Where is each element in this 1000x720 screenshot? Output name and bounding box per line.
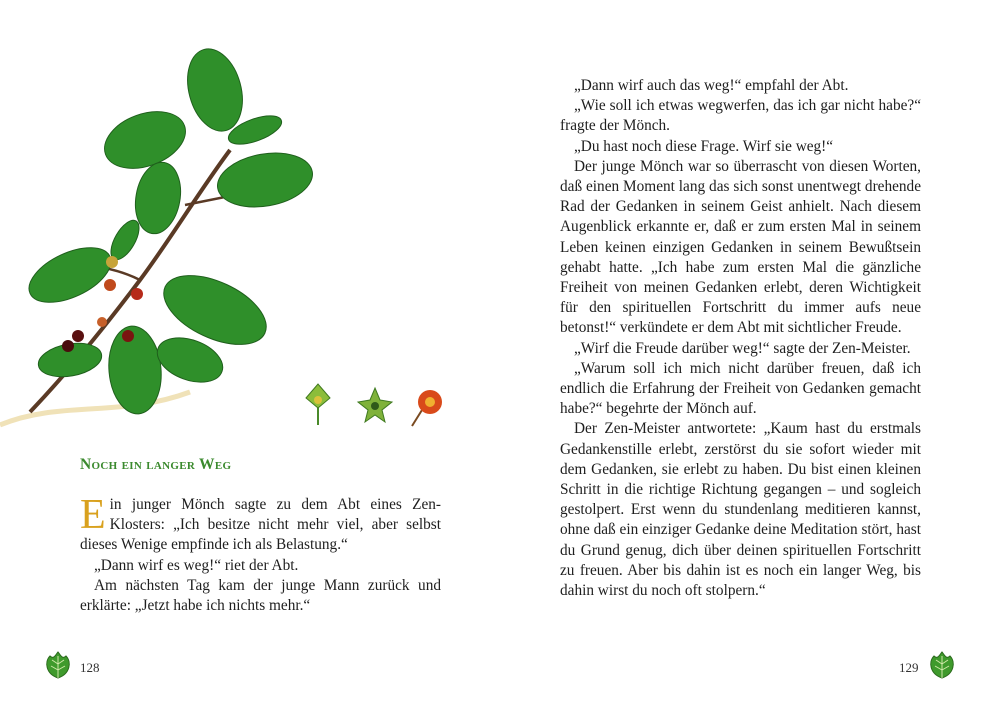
flower-bud bbox=[306, 384, 330, 425]
flower-details-illustration bbox=[300, 380, 450, 430]
paragraph: Der Zen-Meister antwortete: „Kaum hast du erstmals Gedankenstille erlebt, zerstörst du sie sofort wieder mit dem Gedanken, sie erlebt zu haben. Du bist einen kleinen Schritt in die richtige Richtung gegangen – und sogleich gestolpert. Erst wenn du stundenlang meditieren kannst, ohne daß ein einziger Gedanke deine Meditation stört, hast du Grund genug, dich über deinen spirituellen Fortschritt zu freuen. Aber bis dahin ist es noch ein langer Weg, bis dahin wirst du noch oft stolpern.“ bbox=[560, 420, 921, 600]
dropcap-letter: E bbox=[80, 492, 106, 538]
paragraph: Der junge Mönch war so überrascht von diesen Worten, daß einen Moment lang das sich sonst unentwegt drehende Rad der Gedanken in seinem Geist anhielt. Nach diesem Augenblick erkannte er, daß er zum ersten Mal in seinem Leben keinen einzigen Gedanken in seinem Bewußtsein gehabt hatte. „Ich habe zum ersten Mal die gänzliche Freiheit von meinen Gedanken erlebt, deren Wichtigkeit für den spirituellen Fortschritt du immer aufs neue betonst!“ verkündete er dem Abt mit sichtlicher Freude. bbox=[560, 157, 921, 337]
paragraph: „Warum soll ich mich nicht darüber freuen, daß ich endlich die Erfahrung der Freiheit von Gedanken gemacht habe?“ begehrte der Mönch auf. bbox=[560, 359, 921, 418]
paragraph: „Du hast noch diese Frage. Wirf sie weg!“ bbox=[574, 137, 834, 155]
page-number-right: 129 bbox=[899, 660, 919, 675]
paragraph-2: „Dann wirf es weg!“ riet der Abt. bbox=[94, 556, 299, 574]
paragraph-1-text: in junger Mönch sagte zu dem Abt eines Zen-Klosters: „Ich besitze nicht mehr viel, aber selbst dieses Wenige empfinde ich als Belastung.“ bbox=[80, 496, 441, 554]
paragraph-1 bbox=[80, 492, 441, 556]
berry-detail bbox=[412, 390, 442, 426]
chapter-title: Noch ein langer Weg bbox=[80, 456, 232, 473]
paragraph: „Wirf die Freude darüber weg!“ sagte der Zen-Meister. bbox=[574, 339, 911, 357]
flower-open bbox=[358, 388, 392, 422]
page-number-left: 128 bbox=[80, 660, 100, 675]
paragraph-3: Am nächsten Tag kam der junge Mann zurück und erklärte: „Jetzt habe ich nichts mehr.“ bbox=[80, 576, 441, 615]
paragraph: „Wie soll ich etwas wegwerfen, das ich gar nicht habe?“ fragte der Mönch. bbox=[560, 97, 921, 135]
leaf-icon bbox=[42, 650, 74, 682]
leaf-icon bbox=[926, 650, 958, 682]
right-page bbox=[500, 0, 1000, 720]
plant-illustration bbox=[0, 40, 340, 440]
paragraph: „Dann wirf auch das weg!“ empfahl der Abt. bbox=[574, 77, 849, 94]
left-page-text bbox=[80, 492, 441, 616]
right-page-text bbox=[560, 76, 921, 601]
